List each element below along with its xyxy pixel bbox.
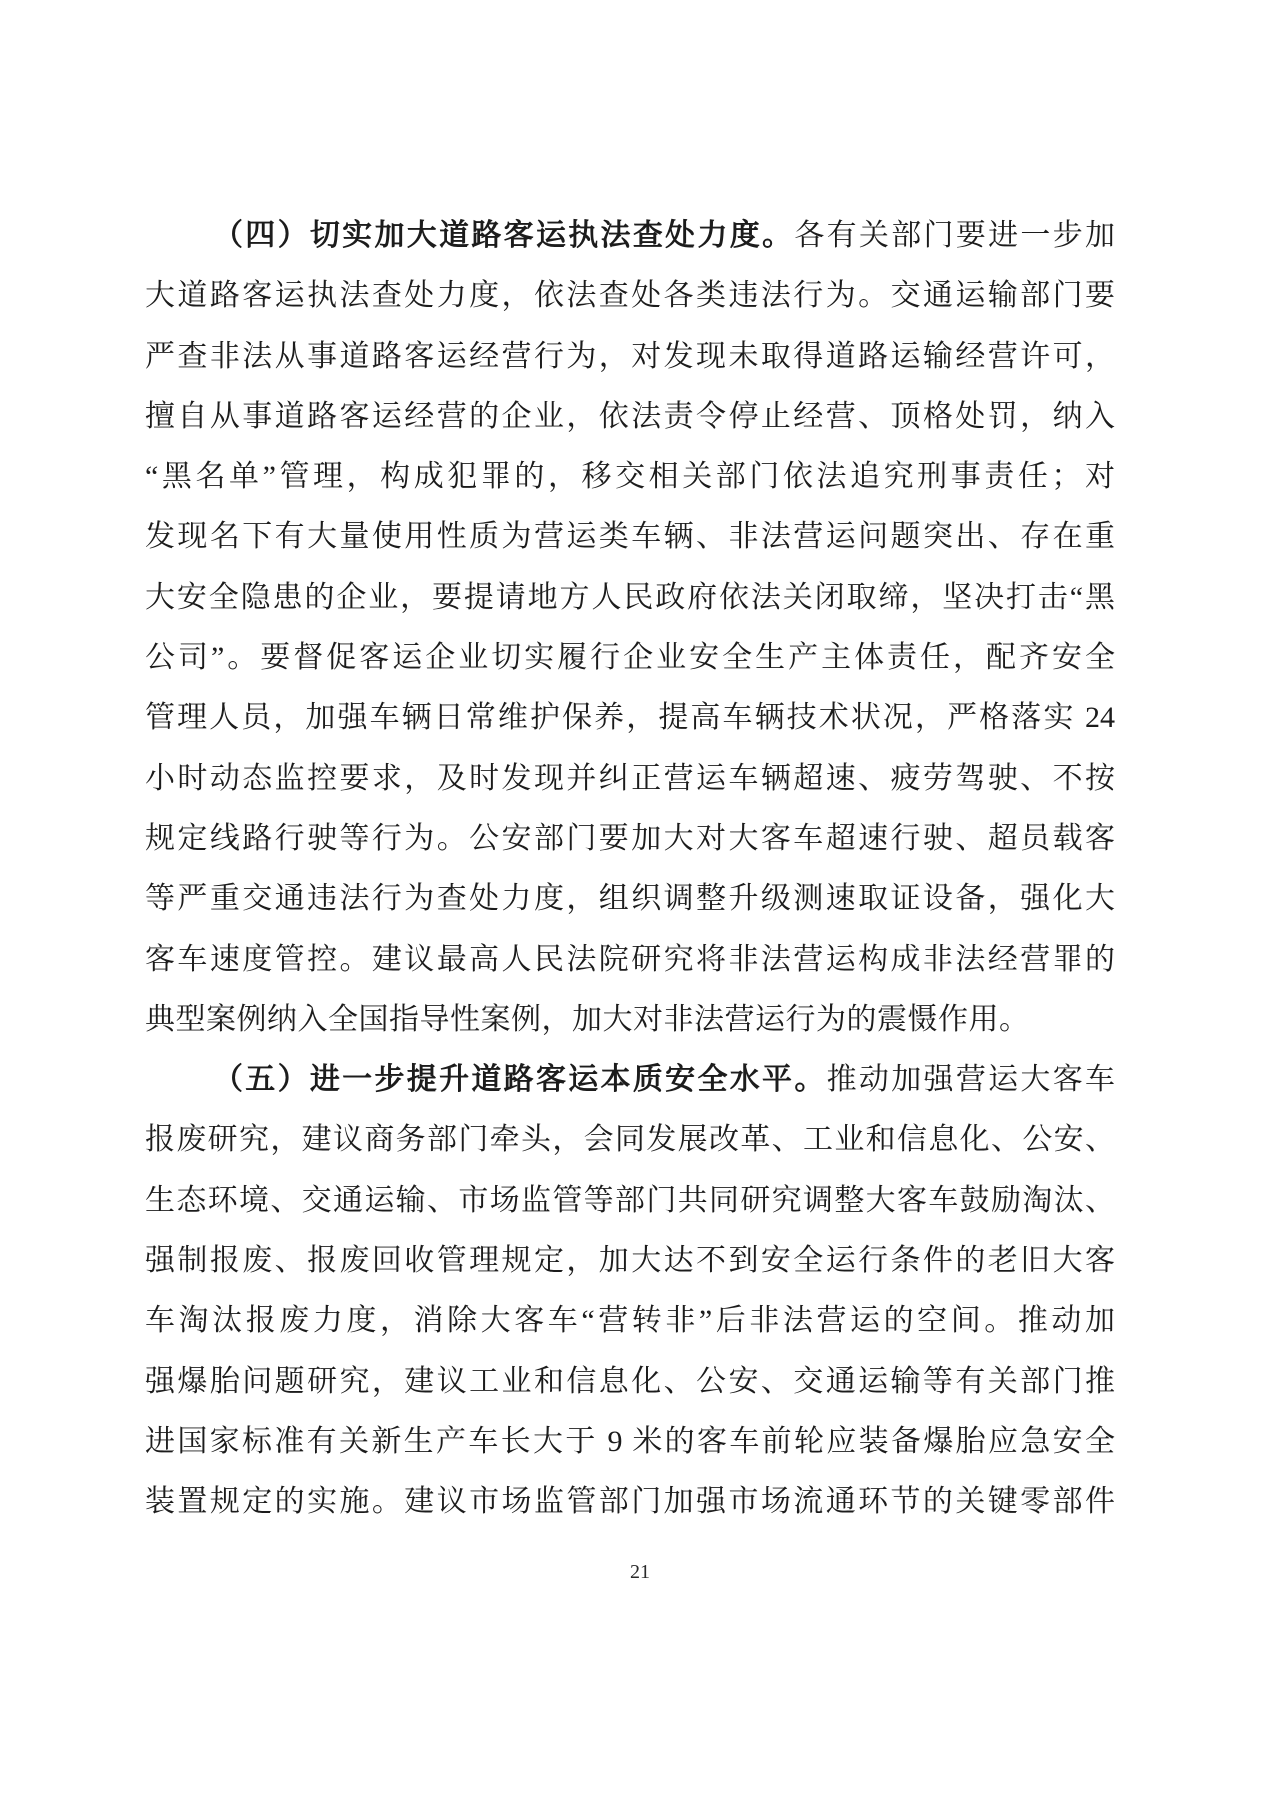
text-line bbox=[145, 1231, 1115, 1291]
text-line bbox=[145, 809, 1115, 869]
paragraph-text: 规定线路行驶等行为。公安部门要加大对大客车超速行驶、超员载客 bbox=[145, 821, 1115, 855]
paragraph-text: 擅自从事道路客运经营的企业，依法责令停止经营、顶格处罚，纳入 bbox=[145, 399, 1115, 433]
text-line bbox=[145, 447, 1115, 507]
text-line bbox=[145, 206, 1115, 266]
paragraph-text: 报废研究，建议商务部门牵头，会同发展改革、工业和信息化、公安、 bbox=[145, 1123, 1115, 1157]
text-line bbox=[145, 1472, 1115, 1532]
paragraph-text: 各有关部门要进一步加 bbox=[794, 219, 1116, 252]
text-line bbox=[145, 507, 1115, 567]
page-number: 21 bbox=[630, 1561, 650, 1583]
paragraph-text: 大道路客运执法查处力度，依法查处各类违法行为。交通运输部门要 bbox=[145, 279, 1115, 313]
text-line bbox=[145, 1110, 1115, 1170]
paragraph-text: 客车速度管控。建议最高人民法院研究将非法营运构成非法经营罪的 bbox=[145, 942, 1115, 976]
text-line bbox=[145, 1412, 1115, 1472]
paragraph-heading-text: （四）切实加大道路客运执法查处力度。 bbox=[213, 219, 795, 252]
text-line bbox=[145, 930, 1115, 990]
page-footer bbox=[0, 1558, 1280, 1586]
text-line bbox=[145, 1171, 1115, 1231]
text-line bbox=[145, 688, 1115, 748]
paragraph-text: 发现名下有大量使用性质为营运类车辆、非法营运问题突出、存在重 bbox=[145, 520, 1115, 554]
text-line bbox=[145, 1352, 1115, 1412]
text-line bbox=[145, 749, 1115, 809]
paragraph-text: 公司”。要督促客运企业切实履行企业安全生产主体责任，配齐安全 bbox=[145, 641, 1115, 675]
text-line bbox=[145, 869, 1115, 929]
paragraph-text: 严查非法从事道路客运经营行为，对发现未取得道路运输经营许可， bbox=[145, 339, 1115, 373]
text-line bbox=[145, 990, 1115, 1050]
paragraph-text: 强制报废、报废回收管理规定，加大达不到安全运行条件的老旧大客 bbox=[145, 1244, 1115, 1278]
text-line bbox=[145, 628, 1115, 688]
text-line bbox=[145, 568, 1115, 628]
paragraph-heading-text: （五）进一步提升道路客运本质安全水平。 bbox=[213, 1063, 827, 1097]
paragraph-text: 推动加强营运大客车 bbox=[826, 1063, 1116, 1097]
text-line bbox=[145, 1050, 1115, 1110]
document-body bbox=[145, 206, 1115, 1533]
paragraph-text: 进国家标准有关新生产车长大于 9 米的客车前轮应装备爆胎应急安全 bbox=[145, 1424, 1115, 1458]
paragraph-text: 车淘汰报废力度，消除大客车“营转非”后非法营运的空间。推动加 bbox=[145, 1304, 1115, 1338]
paragraph-text: 装置规定的实施。建议市场监管部门加强市场流通环节的关键零部件 bbox=[145, 1485, 1115, 1519]
paragraph-text: 典型案例纳入全国指导性案例，加大对非法营运行为的震慑作用。 bbox=[145, 1002, 1030, 1036]
paragraph-text: 等严重交通违法行为查处力度，组织调整升级测速取证设备，强化大 bbox=[145, 882, 1115, 916]
paragraph-text: 小时动态监控要求，及时发现并纠正营运车辆超速、疲劳驾驶、不按 bbox=[145, 761, 1115, 795]
paragraph-text: 管理人员，加强车辆日常维护保养，提高车辆技术状况，严格落实 24 bbox=[145, 701, 1115, 735]
text-line bbox=[145, 387, 1115, 447]
text-line bbox=[145, 266, 1115, 326]
paragraph-text: 强爆胎问题研究，建议工业和信息化、公安、交通运输等有关部门推 bbox=[145, 1364, 1115, 1398]
text-line bbox=[145, 327, 1115, 387]
paragraph-text: 生态环境、交通运输、市场监管等部门共同研究调整大客车鼓励淘汰、 bbox=[145, 1183, 1115, 1217]
text-line bbox=[145, 1291, 1115, 1351]
paragraph-text: “黑名单”管理，构成犯罪的，移交相关部门依法追究刑事责任；对 bbox=[145, 460, 1115, 494]
paragraph-text: 大安全隐患的企业，要提请地方人民政府依法关闭取缔，坚决打击“黑 bbox=[145, 580, 1115, 614]
